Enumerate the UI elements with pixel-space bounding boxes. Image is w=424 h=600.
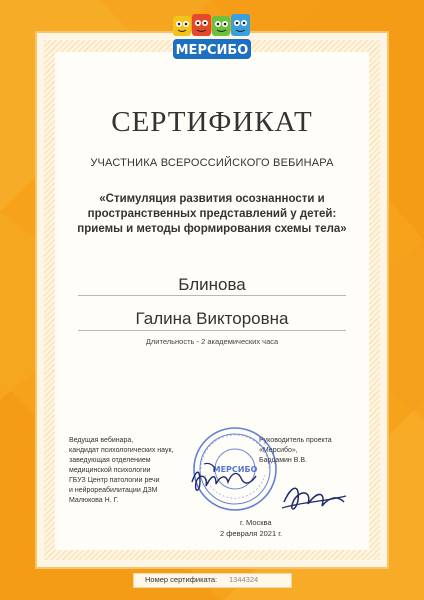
stamp-text: МЕРСИБО	[212, 465, 258, 474]
topic-line: приемы и методы формирования схемы тела»	[77, 223, 347, 235]
left-signatory-line: кандидат психологических наук,	[69, 447, 174, 454]
certificate-number-value: 1344324	[229, 575, 259, 584]
left-signatory-line: и нейрореабилитации ДЗМ	[69, 487, 158, 494]
issue-place-and-date	[0, 517, 424, 539]
left-signatory-line: Ведущая вебинара,	[69, 437, 134, 444]
issue-date: 2 февраля 2021 г.	[220, 529, 283, 538]
right-signatory-line: Бардамин В.В.	[259, 457, 307, 464]
topic-line: пространственных представлений у детей:	[87, 208, 337, 220]
certificate-subtitle: УЧАСТНИКА ВСЕРОССИЙСКОГО ВЕБИНАРА	[90, 157, 334, 169]
participant-surname: Блинова	[178, 275, 246, 294]
names-underline	[78, 330, 346, 331]
left-handwritten-signature	[186, 452, 260, 502]
left-signatory-line: ГБУЗ Центр патологии речи	[69, 477, 160, 484]
right-signatory-line: «Мерсибо»,	[259, 447, 298, 454]
webinar-topic	[70, 192, 354, 237]
participant-given-names: Галина Викторовна	[135, 309, 289, 328]
webinar-duration: Длительность - 2 академических часа	[145, 337, 279, 346]
issue-city: г. Москва	[240, 518, 272, 527]
left-signatory-line: медицинской психологии	[69, 467, 151, 474]
right-handwritten-signature	[278, 478, 350, 520]
surname-underline	[78, 295, 346, 296]
left-signatory-line: Малюкова Н. Г.	[69, 497, 119, 504]
certificate-number-label: Номер сертификата:	[145, 575, 218, 584]
mersibo-logo	[171, 14, 253, 66]
topic-line: «Стимуляция развития осознанности и	[99, 193, 325, 205]
right-signatory-line: Руководитель проекта	[259, 437, 332, 444]
certificate-title: СЕРТИФИКАТ	[111, 106, 313, 138]
left-signatory-line: заведующая отделением	[69, 457, 151, 464]
logo-wordmark: МЕРСИБО	[175, 43, 249, 58]
